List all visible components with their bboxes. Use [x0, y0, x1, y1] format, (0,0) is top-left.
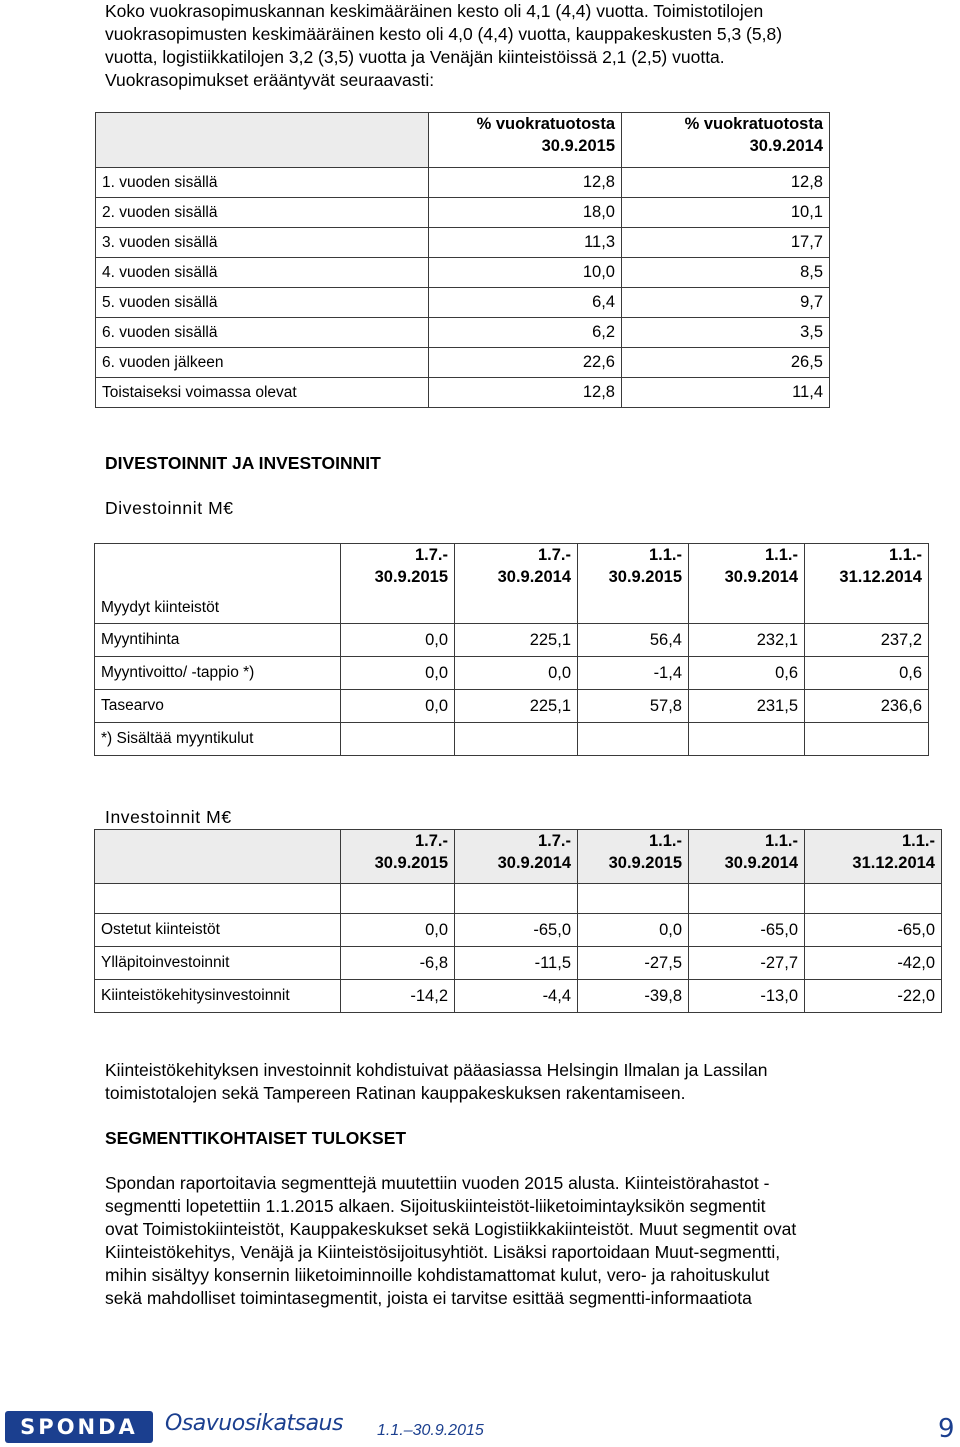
value-cell: 0,6	[689, 657, 805, 690]
row-label: 6. vuoden sisällä	[96, 318, 429, 348]
value-cell: 26,5	[622, 348, 830, 378]
header-cell: 1.1.- 30.9.2015	[578, 830, 689, 884]
lease-expiry-table	[95, 112, 830, 408]
value-cell: 17,7	[622, 228, 830, 258]
investment-note	[105, 1059, 767, 1105]
value-cell: -27,7	[689, 947, 805, 980]
row-label: Ylläpitoinvestoinnit	[95, 947, 341, 980]
row-label: 5. vuoden sisällä	[96, 288, 429, 318]
table-row	[95, 690, 929, 723]
header-cell: 1.1.- 30.9.2015	[578, 544, 689, 624]
value-cell: 9,7	[622, 288, 830, 318]
row-label: Tasearvo	[95, 690, 341, 723]
value-cell: 231,5	[689, 690, 805, 723]
divest-title: Divestoinnit M€	[105, 498, 234, 518]
table-row	[96, 198, 830, 228]
table-row	[96, 288, 830, 318]
value-cell: -4,4	[455, 980, 578, 1013]
intro-line: vuotta, logistiikkatilojen 3,2 (3,5) vuotta ja Venäjän kiinteistöissä 2,1 (2,5) vuotta.	[105, 47, 725, 67]
row-label: 2. vuoden sisällä	[96, 198, 429, 228]
spacer-row	[95, 884, 942, 914]
value-cell: -13,0	[689, 980, 805, 1013]
value-cell: 11,3	[429, 228, 622, 258]
value-cell: 237,2	[805, 624, 929, 657]
table-row	[96, 318, 830, 348]
value-cell: -65,0	[455, 914, 578, 947]
row-label: Kiinteistökehitysinvestoinnit	[95, 980, 341, 1013]
header-empty-cell	[95, 830, 341, 884]
table-row	[95, 657, 929, 690]
page-number: 9	[938, 1414, 955, 1444]
value-cell: 57,8	[578, 690, 689, 723]
value-cell: 18,0	[429, 198, 622, 228]
value-cell: 225,1	[455, 624, 578, 657]
table-row	[95, 914, 942, 947]
value-cell: 0,0	[341, 657, 455, 690]
value-cell: 0,0	[341, 690, 455, 723]
header-cell: % vuokratuotosta 30.9.2015	[429, 113, 622, 168]
segments-line: Spondan raportoitavia segmenttejä muutettiin vuoden 2015 alusta. Kiinteistörahastot -	[105, 1173, 770, 1193]
value-cell: -65,0	[689, 914, 805, 947]
header-cell: 1.7.- 30.9.2015	[341, 830, 455, 884]
value-cell: 10,1	[622, 198, 830, 228]
value-cell: -22,0	[805, 980, 942, 1013]
header-cell: 1.1.- 31.12.2014	[805, 544, 929, 624]
value-cell: 8,5	[622, 258, 830, 288]
table-row	[96, 228, 830, 258]
value-cell: -39,8	[578, 980, 689, 1013]
segments-line: segmentti lopetettiin 1.1.2015 alkaen. Sijoituskiinteistöt-liiketoimintayksikön segmentit	[105, 1196, 766, 1216]
value-cell: 10,0	[429, 258, 622, 288]
value-cell: 12,8	[622, 168, 830, 198]
table-row	[96, 168, 830, 198]
value-cell: 0,0	[341, 624, 455, 657]
value-cell: 3,5	[622, 318, 830, 348]
value-cell: 6,2	[429, 318, 622, 348]
table-row	[96, 378, 830, 408]
segments-paragraph	[105, 1172, 796, 1310]
value-cell: 0,0	[578, 914, 689, 947]
row-label: Myyntihinta	[95, 624, 341, 657]
table-row	[96, 348, 830, 378]
row-label: Ostetut kiinteistöt	[95, 914, 341, 947]
value-cell	[805, 723, 929, 756]
sponda-logo: SPONDA	[5, 1411, 153, 1443]
value-cell: 12,8	[429, 378, 622, 408]
table-row	[95, 980, 942, 1013]
section-heading-segments: SEGMENTTIKOHTAISET TULOKSET	[105, 1128, 407, 1148]
table-header-row	[95, 830, 942, 884]
value-cell: -1,4	[578, 657, 689, 690]
intro-line: vuokrasopimusten keskimääräinen kesto oli 4,0 (4,4) vuotta, kauppakeskusten 5,3 (5,8)	[105, 24, 783, 44]
value-cell: 0,6	[805, 657, 929, 690]
table-row	[95, 947, 942, 980]
table-header-row	[95, 544, 929, 624]
value-cell: 11,4	[622, 378, 830, 408]
investments-table	[94, 829, 942, 1013]
note-line: Kiinteistökehityksen investoinnit kohdistuivat pääasiassa Helsingin Ilmalan ja Lassilan	[105, 1060, 768, 1080]
header-cell: 1.1.- 30.9.2014	[689, 544, 805, 624]
table-row	[95, 723, 929, 756]
table-row	[95, 624, 929, 657]
value-cell: 22,6	[429, 348, 622, 378]
invest-title: Investoinnit M€	[105, 807, 232, 827]
value-cell: -27,5	[578, 947, 689, 980]
header-cell: % vuokratuotosta 30.9.2014	[622, 113, 830, 168]
value-cell: 6,4	[429, 288, 622, 318]
header-cell: 1.7.- 30.9.2014	[455, 544, 578, 624]
row-label: Myyntivoitto/ -tappio *)	[95, 657, 341, 690]
intro-paragraph	[105, 0, 782, 92]
header-cell: 1.7.- 30.9.2015	[341, 544, 455, 624]
value-cell: -65,0	[805, 914, 942, 947]
row-label: 1. vuoden sisällä	[96, 168, 429, 198]
header-empty-cell	[96, 113, 429, 168]
value-cell	[341, 723, 455, 756]
table-row	[96, 258, 830, 288]
value-cell	[455, 723, 578, 756]
report-period: 1.1.–30.9.2015	[377, 1422, 484, 1439]
value-cell	[578, 723, 689, 756]
row-label: 3. vuoden sisällä	[96, 228, 429, 258]
note-line: toimistotalojen sekä Tampereen Ratinan kauppakeskuksen rakentamiseen.	[105, 1083, 686, 1103]
header-cell: 1.7.- 30.9.2014	[455, 830, 578, 884]
segments-line: sekä mahdolliset toimintasegmentit, joista ei tarvitse esittää segmentti-informaatiota	[105, 1288, 752, 1308]
intro-line: Koko vuokrasopimuskannan keskimääräinen kesto oli 4,1 (4,4) vuotta. Toimistotilojen	[105, 1, 764, 21]
value-cell: 0,0	[341, 914, 455, 947]
row-label: Toistaiseksi voimassa olevat	[96, 378, 429, 408]
value-cell: -11,5	[455, 947, 578, 980]
intro-line: Vuokrasopimukset erääntyvät seuraavasti:	[105, 70, 435, 90]
value-cell: 56,4	[578, 624, 689, 657]
value-cell: 236,6	[805, 690, 929, 723]
row-label: 6. vuoden jälkeen	[96, 348, 429, 378]
divestments-table	[94, 543, 929, 756]
value-cell: -6,8	[341, 947, 455, 980]
value-cell: 12,8	[429, 168, 622, 198]
value-cell	[689, 723, 805, 756]
section-heading-divest-invest: DIVESTOINNIT JA INVESTOINNIT	[105, 453, 381, 473]
header-cell: 1.1.- 30.9.2014	[689, 830, 805, 884]
value-cell: 232,1	[689, 624, 805, 657]
value-cell: -42,0	[805, 947, 942, 980]
segments-line: mihin sisältyy konsernin liiketoiminnoille kohdistamattomat kulut, vero- ja rahoituskulut	[105, 1265, 770, 1285]
row-label: 4. vuoden sisällä	[96, 258, 429, 288]
value-cell: 225,1	[455, 690, 578, 723]
segments-line: ovat Toimistokiinteistöt, Kauppakeskukset sekä Logistiikkakiinteistöt. Muut segmentit ovat	[105, 1219, 797, 1239]
table-header-row	[96, 113, 830, 168]
segments-line: Kiinteistökehitys, Venäjä ja Kiinteistösijoitusyhtiöt. Lisäksi raportoidaan Muut-segmentti,	[105, 1242, 781, 1262]
footnote-label: *) Sisältää myyntikulut	[95, 723, 341, 756]
value-cell: -14,2	[341, 980, 455, 1013]
value-cell: 0,0	[455, 657, 578, 690]
header-label-cell: Myydyt kiinteistöt	[95, 544, 341, 624]
publication-name: Osavuosikatsaus	[165, 1411, 343, 1436]
header-cell: 1.1.- 31.12.2014	[805, 830, 942, 884]
